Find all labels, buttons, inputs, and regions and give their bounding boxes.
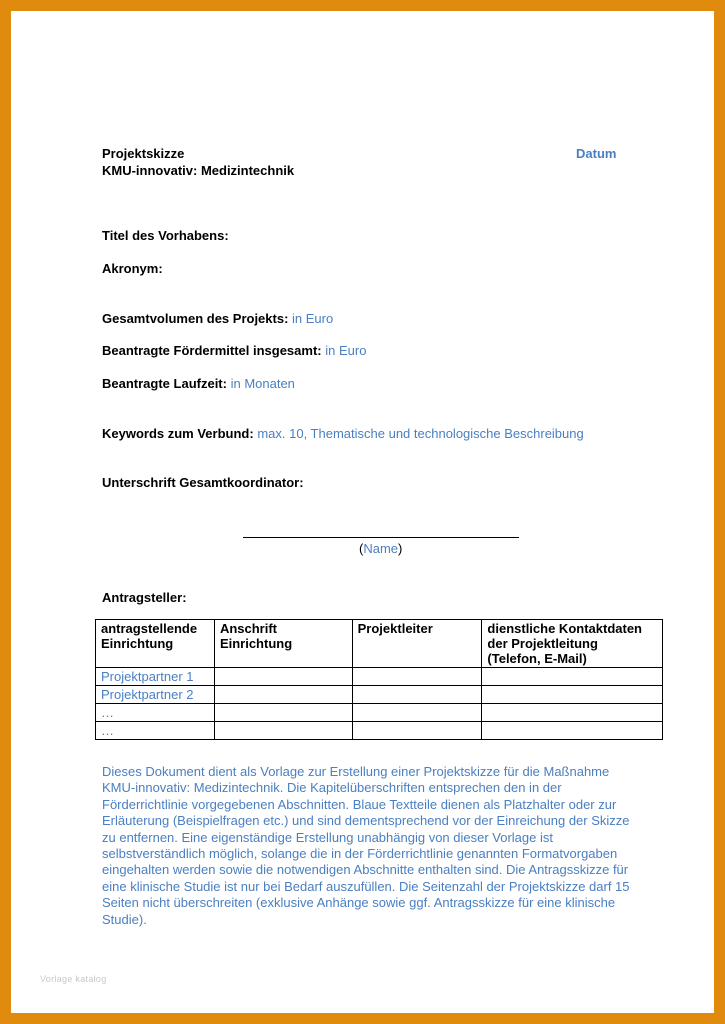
table-cell[interactable] xyxy=(214,686,352,704)
table-cell[interactable] xyxy=(214,668,352,686)
table-cell[interactable] xyxy=(352,704,482,722)
name-placeholder: Name xyxy=(363,541,399,556)
table-cell[interactable] xyxy=(352,722,482,740)
table-cell-partner[interactable]: … xyxy=(96,704,215,722)
unterschrift-label: Unterschrift Gesamtkoordinator: xyxy=(102,475,304,490)
instruction-note xyxy=(102,764,662,928)
col-header-line: der Projektleitung xyxy=(487,636,598,651)
signature-line xyxy=(243,537,519,538)
note-line: Dieses Dokument dient als Vorlage zur Erstellung einer Projektskizze für die Maßnahme xyxy=(102,764,610,779)
close-paren: ) xyxy=(398,541,403,556)
foerdermittel-label: Beantragte Fördermittel insgesamt: xyxy=(102,343,322,358)
gesamtvolumen-hint: in Euro xyxy=(292,311,334,326)
date-placeholder: Datum xyxy=(576,146,617,161)
table-cell[interactable] xyxy=(352,668,482,686)
table-cell-partner[interactable]: Projektpartner 1 xyxy=(96,668,215,686)
table-cell[interactable] xyxy=(482,668,663,686)
col-header-line: Projektleiter xyxy=(357,621,433,636)
table-cell[interactable] xyxy=(214,722,352,740)
gesamtvolumen-label: Gesamtvolumen des Projekts: xyxy=(102,311,289,326)
keywords-hint: max. 10, Thematische und technologische Beschreibung xyxy=(257,426,584,441)
note-line: eingehalten werden sowie die notwendigen Abschnitte enthalten sind. Die Antragsskizze für xyxy=(102,862,629,878)
col-header-anschrift xyxy=(214,620,352,668)
foerdermittel-row xyxy=(102,343,366,358)
keywords-row xyxy=(102,426,584,441)
akronym-label: Akronym: xyxy=(102,261,163,276)
note-line: Studie). xyxy=(102,911,147,927)
table-cell[interactable] xyxy=(214,704,352,722)
note-line: zu entfernen. Eine eigenständige Erstellung unabhängig von dieser Vorlage ist xyxy=(102,829,553,845)
col-header-projektleiter xyxy=(352,620,482,668)
table-cell[interactable] xyxy=(482,704,663,722)
keywords-label: Keywords zum Verbund: xyxy=(102,426,254,441)
col-header-line: dienstliche Kontaktdaten xyxy=(487,621,642,636)
table-row xyxy=(96,686,663,704)
antragsteller-heading: Antragsteller: xyxy=(102,590,187,605)
table-row xyxy=(96,668,663,686)
signature-name xyxy=(359,541,402,556)
col-header-line: antragstellende xyxy=(101,621,198,636)
table-row xyxy=(96,722,663,740)
table-cell[interactable] xyxy=(482,686,663,704)
open-paren: ( xyxy=(359,541,364,556)
table-cell[interactable] xyxy=(352,686,482,704)
table-cell-partner[interactable]: … xyxy=(96,722,215,740)
col-header-line: Einrichtung xyxy=(219,636,293,651)
note-line: KMU-innovativ: Medizintechnik. Die Kapitelüberschriften entsprechen den in der xyxy=(102,780,562,796)
col-header-line: (Telefon, E-Mail) xyxy=(487,651,587,666)
antragsteller-table xyxy=(95,619,663,740)
col-header-kontaktdaten xyxy=(482,620,663,668)
titel-label: Titel des Vorhabens: xyxy=(102,228,229,243)
table-header-row xyxy=(96,620,663,668)
foerdermittel-hint: in Euro xyxy=(325,343,367,358)
col-header-line: Einrichtung xyxy=(101,636,174,651)
col-header-einrichtung xyxy=(96,620,215,668)
note-line: eine klinische Studie ist nur bei Bedarf auszufüllen. Die Seitenzahl der Projektskizze darf 15 xyxy=(102,878,630,894)
table-cell-partner[interactable]: Projektpartner 2 xyxy=(96,686,215,704)
table-row xyxy=(96,704,663,722)
document-subtitle: KMU-innovativ: Medizintechnik xyxy=(102,163,295,178)
watermark: Vorlage katalog xyxy=(40,974,107,984)
note-line: Seiten nicht überschreiten (exklusive Anhänge sowie ggf. Antragsskizze für eine klinische xyxy=(102,895,616,911)
laufzeit-row xyxy=(102,376,295,391)
note-line: Förderrichtlinie vorgegebenen Abschnitten. Blaue Textteile dienen als Platzhalter oder zur xyxy=(102,796,617,812)
document-title: Projektskizze xyxy=(102,146,185,161)
laufzeit-label: Beantragte Laufzeit: xyxy=(102,376,227,391)
note-line: Erläuterung (Beispielfragen etc.) und sind dementsprechend vor der Einreichung der Skizze xyxy=(102,813,630,829)
col-header-line: Anschrift xyxy=(219,621,277,636)
table-cell[interactable] xyxy=(482,722,663,740)
note-line: selbstverständlich möglich, solange die in der Förderrichtlinie genannten Formatvorgaben xyxy=(102,846,618,862)
laufzeit-hint: in Monaten xyxy=(230,376,295,391)
gesamtvolumen-row xyxy=(102,311,333,326)
